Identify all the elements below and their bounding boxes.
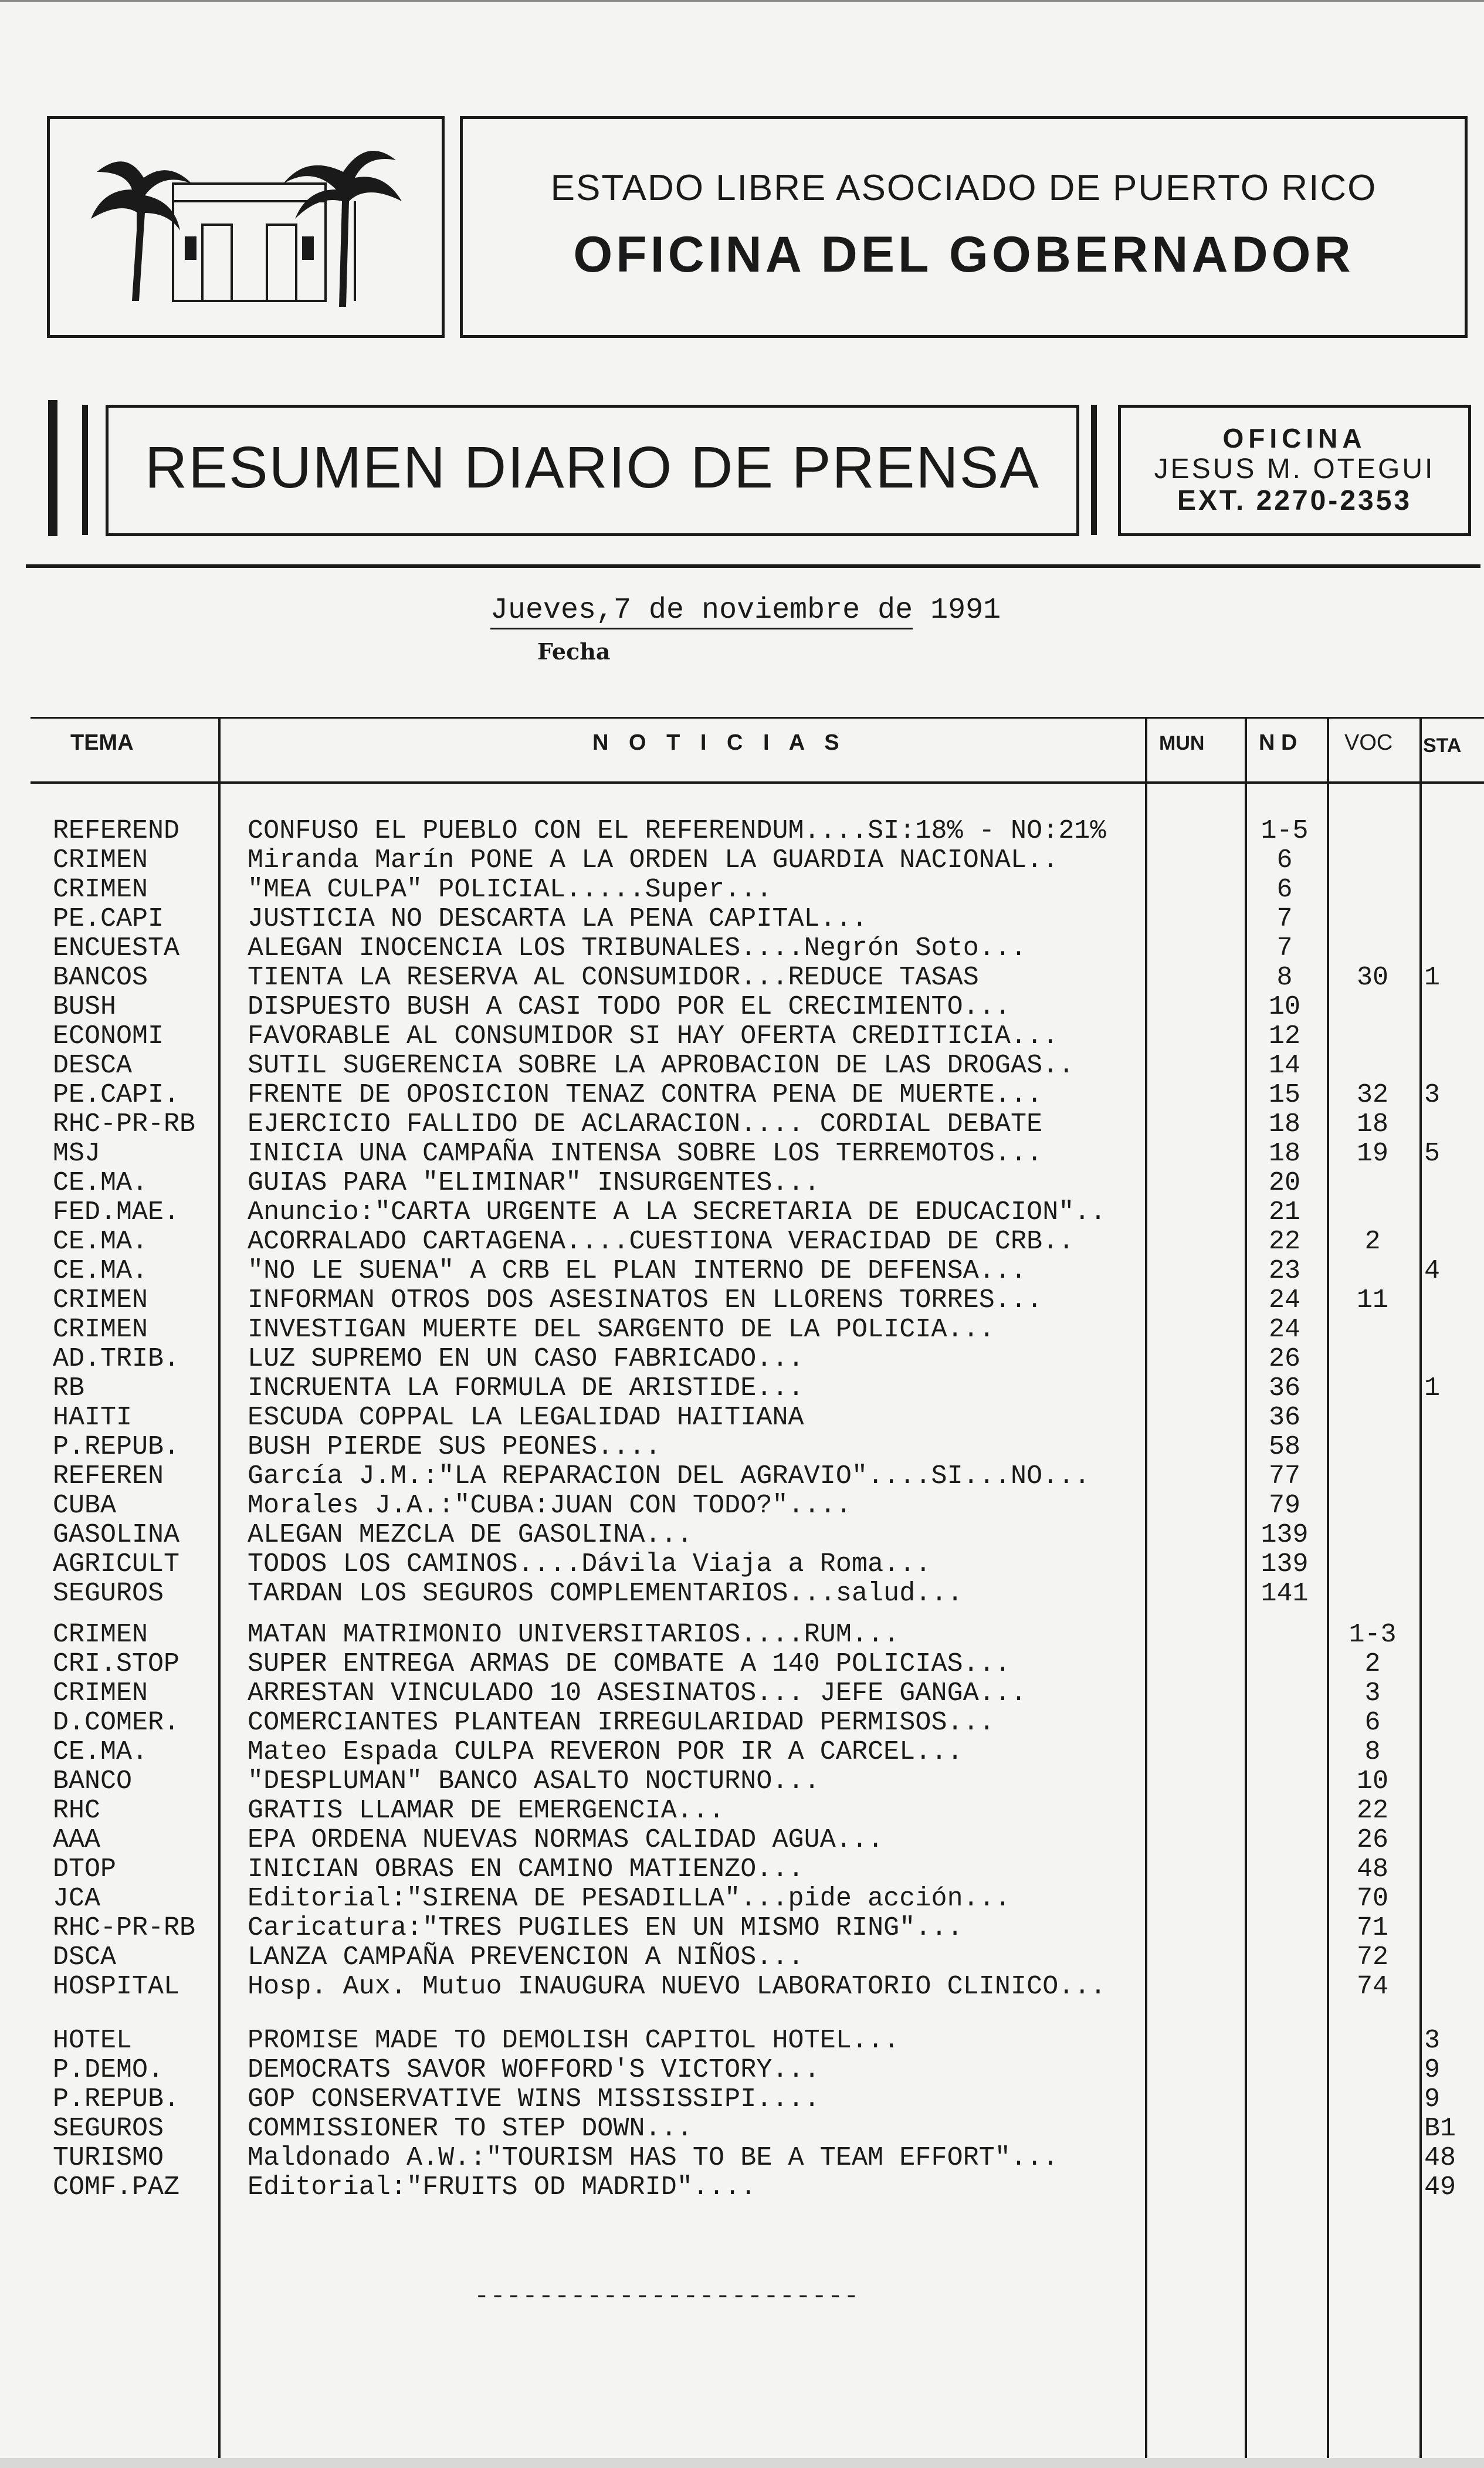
row-noticia: MATAN MATRIMONIO UNIVERSITARIOS....RUM... [248,1620,900,1650]
row-nd [1249,1679,1320,1708]
row-sta [1424,1345,1477,1374]
row-tema: P.REPUB. [53,1432,180,1462]
row-voc [1331,817,1414,846]
footer-rule: ------------------------ [474,2282,860,2311]
row-sta [1424,1550,1477,1579]
row-sta [1424,1579,1477,1609]
row-voc [1331,846,1414,875]
row-voc [1331,1521,1414,1550]
row-nd [1249,2144,1320,2173]
row-tema: AAA [53,1825,101,1855]
row-tema: CRIMEN [53,1620,148,1650]
row-tema: D.COMER. [53,1708,180,1738]
row-nd: 7 [1276,904,1293,934]
row-sta [1424,1198,1477,1227]
row-noticia: SUPER ENTREGA ARMAS DE COMBATE A 140 POLICIAS... [248,1649,1011,1679]
row-sta [1424,1403,1477,1433]
row-voc [1331,1579,1414,1609]
row-nd [1249,2114,1320,2144]
row-noticia: GUIAS PARA "ELIMINAR" INSURGENTES... [248,1168,820,1198]
row-voc: 18 [1356,1109,1388,1139]
row-sta [1424,1051,1477,1081]
row-noticia: Caricatura:"TRES PUGILES EN UN MISMO RING"... [248,1913,963,1943]
row-voc [1331,1198,1414,1227]
row-nd: 8 [1276,963,1293,993]
row-tema: FED.MAE. [53,1197,180,1227]
row-nd: 10 [1268,992,1300,1022]
row-noticia: Maldonado A.W.:"TOURISM HAS TO BE A TEAM EFFORT"... [248,2143,1059,2173]
row-sta [1424,1943,1477,1972]
row-noticia: COMMISSIONER TO STEP DOWN... [248,2114,693,2144]
banner-title: RESUMEN DIARIO DE PRENSA [144,435,1041,500]
row-noticia: DEMOCRATS SAVOR WOFFORD'S VICTORY... [248,2055,820,2085]
row-noticia: ARRESTAN VINCULADO 10 ASESINATOS... JEFE GANGA... [248,1678,1027,1708]
row-voc: 26 [1356,1825,1388,1855]
row-sta [1424,1315,1477,1345]
row-noticia: FRENTE DE OPOSICION TENAZ CONTRA PENA DE MUERTE... [248,1080,1043,1110]
row-nd [1249,1826,1320,1855]
row-voc: 11 [1356,1285,1388,1315]
row-noticia: Editorial:"FRUITS OD MADRID".... [248,2172,757,2202]
row-sta [1424,1169,1477,1198]
row-noticia: FAVORABLE AL CONSUMIDOR SI HAY OFERTA CREDITICIA... [248,1021,1059,1051]
row-sta [1424,993,1477,1022]
col-header-mun: MUN [1159,732,1205,754]
row-noticia: SUTIL SUGERENCIA SOBRE LA APROBACION DE LAS DROGAS.. [248,1051,1075,1081]
row-noticia: INCRUENTA LA FORMULA DE ARISTIDE... [248,1373,804,1403]
row-tema: RHC-PR-RB [53,1109,196,1139]
row-nd [1249,2026,1320,2056]
row-noticia: LANZA CAMPAÑA PREVENCION A NIÑOS... [248,1942,804,1972]
row-noticia: DISPUESTO BUSH A CASI TODO POR EL CRECIMIENTO... [248,992,1011,1022]
row-tema: ENCUESTA [53,933,180,963]
row-noticia: Editorial:"SIRENA DE PESADILLA"...pide acción... [248,1884,1011,1914]
row-nd: 36 [1268,1403,1300,1433]
row-tema: GASOLINA [53,1520,180,1550]
row-sta [1424,1620,1477,1650]
row-tema: CE.MA. [53,1737,148,1767]
row-tema: REFEREND [53,816,180,846]
row-nd [1249,1796,1320,1826]
row-voc [1331,1257,1414,1286]
row-voc [1331,875,1414,905]
row-tema: P.DEMO. [53,2055,164,2085]
palace-logo [50,119,442,335]
row-sta: 5 [1424,1139,1441,1169]
row-noticia: ACORRALADO CARTAGENA....CUESTIONA VERACIDAD DE CRB.. [248,1227,1075,1257]
row-noticia: BUSH PIERDE SUS PEONES.... [248,1432,661,1462]
row-tema: DSCA [53,1942,117,1972]
row-tema: JCA [53,1884,101,1914]
row-noticia: EPA ORDENA NUEVAS NORMAS CALIDAD AGUA... [248,1825,884,1855]
row-nd: 14 [1268,1051,1300,1081]
banner-rule [26,564,1480,568]
row-nd: 36 [1268,1373,1300,1403]
row-tema: HOTEL [53,2026,133,2056]
row-tema: CRIMEN [53,1285,148,1315]
row-voc [1331,1491,1414,1521]
row-sta [1424,1767,1477,1796]
row-nd: 18 [1268,1139,1300,1169]
row-nd [1249,2173,1320,2202]
row-sta [1424,1521,1477,1550]
row-noticia: INFORMAN OTROS DOS ASESINATOS EN LLORENS TORRES... [248,1285,1043,1315]
row-tema: CRIMEN [53,1315,148,1345]
row-sta: 4 [1424,1256,1441,1286]
row-voc [1331,2026,1414,2056]
row-voc [1331,2173,1414,2202]
row-nd: 23 [1268,1256,1300,1286]
row-voc [1331,2114,1414,2144]
header-line2: OFICINA DEL GOBERNADOR [573,226,1354,283]
row-sta [1424,1286,1477,1315]
row-voc: 70 [1356,1884,1388,1914]
row-nd [1249,1855,1320,1884]
row-nd: 6 [1276,875,1293,905]
row-noticia: TARDAN LOS SEGUROS COMPLEMENTARIOS...salud... [248,1579,963,1609]
row-tema: AD.TRIB. [53,1344,180,1374]
row-tema: CE.MA. [53,1256,148,1286]
row-noticia: COMERCIANTES PLANTEAN IRREGULARIDAD PERMISOS... [248,1708,995,1738]
row-sta [1424,934,1477,963]
row-nd [1249,1972,1320,2002]
row-tema: BUSH [53,992,117,1022]
row-tema: DESCA [53,1051,133,1081]
col-divider-tema [218,717,221,2468]
row-voc [1331,1022,1414,1051]
row-sta [1424,817,1477,846]
row-noticia: ALEGAN MEZCLA DE GASOLINA... [248,1520,693,1550]
row-noticia: CONFUSO EL PUEBLO CON EL REFERENDUM....SI:18% - NO:21% [248,816,1106,846]
row-voc [1331,1169,1414,1198]
row-voc [1331,1374,1414,1403]
col-header-voc: VOC [1344,730,1393,755]
row-nd: 139 [1261,1520,1309,1550]
row-sta: 3 [1424,2026,1441,2056]
row-voc: 71 [1356,1913,1388,1943]
row-nd: 77 [1268,1461,1300,1491]
row-noticia: TODOS LOS CAMINOS....Dávila Viaja a Roma... [248,1549,931,1579]
date-value: Jueves,7 de noviembre de 1991 [490,594,1001,627]
row-nd [1249,2056,1320,2085]
row-nd: 141 [1261,1579,1309,1609]
row-noticia: INVESTIGAN MUERTE DEL SARGENTO DE LA POLICIA... [248,1315,995,1345]
row-tema: CUBA [53,1491,117,1521]
row-noticia: ALEGAN INOCENCIA LOS TRIBUNALES....Negrón Soto... [248,933,1027,963]
row-nd: 24 [1268,1315,1300,1345]
row-sta [1424,1679,1477,1708]
row-sta: 49 [1424,2172,1456,2202]
row-nd: 139 [1261,1549,1309,1579]
row-nd: 21 [1268,1197,1300,1227]
row-nd [1249,1650,1320,1679]
row-noticia: JUSTICIA NO DESCARTA LA PENA CAPITAL... [248,904,868,934]
top-rule [0,0,1484,2]
row-tema: DTOP [53,1854,117,1884]
row-nd: 6 [1276,845,1293,875]
office-name: JESUS M. OTEGUI [1154,453,1435,485]
palm-tree-icon [283,151,402,307]
row-tema: P.REPUB. [53,2084,180,2114]
row-sta: 9 [1424,2084,1441,2114]
row-sta [1424,1914,1477,1943]
banner-left-bars [48,400,57,536]
row-sta: 1 [1424,963,1441,993]
row-voc: 2 [1364,1649,1381,1679]
row-tema: CRIMEN [53,875,148,905]
row-sta [1424,1738,1477,1767]
col-divider-voc [1419,717,1422,2468]
col-header-nd: N D [1259,730,1297,755]
header-line1: ESTADO LIBRE ASOCIADO DE PUERTO RICO [550,168,1377,208]
row-nd [1249,1884,1320,1914]
row-voc [1331,1403,1414,1433]
row-sta: 9 [1424,2055,1441,2085]
row-voc [1331,2144,1414,2173]
row-voc: 6 [1364,1708,1381,1738]
row-voc: 32 [1356,1080,1388,1110]
row-voc [1331,1550,1414,1579]
row-nd: 15 [1268,1080,1300,1110]
row-noticia: Anuncio:"CARTA URGENTE A LA SECRETARIA DE EDUCACION".. [248,1197,1106,1227]
office-ext: EXT. 2270-2353 [1177,485,1412,516]
logo-box [47,116,445,338]
palm-tree-icon [91,161,192,301]
row-nd: 18 [1268,1109,1300,1139]
row-nd: 24 [1268,1285,1300,1315]
row-tema: BANCO [53,1766,133,1796]
row-nd [1249,2085,1320,2114]
row-noticia: PROMISE MADE TO DEMOLISH CAPITOL HOTEL... [248,2026,900,2056]
row-noticia: ESCUDA COPPAL LA LEGALIDAD HAITIANA [248,1403,804,1433]
row-voc [1331,1315,1414,1345]
row-noticia: Mateo Espada CULPA REVERON POR IR A CARCEL... [248,1737,963,1767]
row-nd: 7 [1276,933,1293,963]
row-voc [1331,1462,1414,1491]
row-sta [1424,1855,1477,1884]
bottom-edge [0,2458,1484,2468]
row-voc [1331,2085,1414,2114]
row-tema: SEGUROS [53,2114,164,2144]
row-tema: BANCOS [53,963,148,993]
row-tema: SEGUROS [53,1579,164,1609]
row-tema: CE.MA. [53,1168,148,1198]
row-sta: B1 [1424,2114,1456,2144]
office-label: OFICINA [1222,423,1367,453]
row-sta [1424,846,1477,875]
row-nd: 58 [1268,1432,1300,1462]
row-nd: 26 [1268,1344,1300,1374]
row-tema: PE.CAPI. [53,1080,180,1110]
row-tema: AGRICULT [53,1549,180,1579]
row-sta [1424,1884,1477,1914]
col-divider-mun [1245,717,1247,2468]
row-voc: 74 [1356,1972,1388,2002]
row-sta [1424,1796,1477,1826]
row-sta [1424,1826,1477,1855]
row-tema: CE.MA. [53,1227,148,1257]
row-noticia: "MEA CULPA" POLICIAL.....Super... [248,875,773,905]
row-sta: 48 [1424,2143,1456,2173]
col-divider-noticias [1145,717,1147,2468]
row-voc: 72 [1356,1942,1388,1972]
row-noticia: EJERCICIO FALLIDO DE ACLARACION.... CORDIAL DEBATE [248,1109,1043,1139]
row-voc: 1-3 [1349,1620,1397,1650]
date-label: Fecha [537,638,611,665]
row-noticia: Morales J.A.:"CUBA:JUAN CON TODO?".... [248,1491,852,1521]
row-sta [1424,1708,1477,1738]
row-voc: 19 [1356,1139,1388,1169]
col-header-sta: STA [1423,734,1462,757]
row-tema: CRIMEN [53,845,148,875]
row-voc [1331,1051,1414,1081]
row-nd: 22 [1268,1227,1300,1257]
row-sta [1424,1227,1477,1257]
row-tema: PE.CAPI [53,904,164,934]
row-voc: 2 [1364,1227,1381,1257]
row-sta [1424,875,1477,905]
row-voc [1331,934,1414,963]
row-tema: CRI.STOP [53,1649,180,1679]
row-sta: 3 [1424,1080,1441,1110]
col-header-noticias: N O T I C I A S [592,730,846,755]
row-tema: RHC [53,1796,101,1826]
row-noticia: "DESPLUMAN" BANCO ASALTO NOCTURNO... [248,1766,820,1796]
row-tema: ECONOMI [53,1021,164,1051]
row-noticia: García J.M.:"LA REPARACION DEL AGRAVIO"....SI...NO... [248,1461,1090,1491]
row-voc: 30 [1356,963,1388,993]
row-tema: HOSPITAL [53,1972,180,2002]
row-voc [1331,993,1414,1022]
row-sta: 1 [1424,1373,1441,1403]
row-voc [1331,2056,1414,2085]
row-noticia: Hosp. Aux. Mutuo INAUGURA NUEVO LABORATORIO CLINICO... [248,1972,1106,2002]
row-nd: 79 [1268,1491,1300,1521]
date-underline [490,628,913,629]
row-nd [1249,1738,1320,1767]
row-sta [1424,1972,1477,2002]
row-nd: 20 [1268,1168,1300,1198]
banner-left-bar-thin [82,405,88,535]
row-nd: 12 [1268,1021,1300,1051]
row-nd [1249,1767,1320,1796]
row-voc: 22 [1356,1796,1388,1826]
row-nd [1249,1708,1320,1738]
row-nd: 1-5 [1261,816,1309,846]
row-tema: REFEREN [53,1461,164,1491]
row-sta [1424,1491,1477,1521]
row-tema: HAITI [53,1403,133,1433]
row-voc: 10 [1356,1766,1388,1796]
table-top-rule [31,717,1484,719]
row-voc [1331,1433,1414,1462]
row-tema: RB [53,1373,85,1403]
row-noticia: TIENTA LA RESERVA AL CONSUMIDOR...REDUCE TASAS [248,963,979,993]
row-noticia: "NO LE SUENA" A CRB EL PLAN INTERNO DE DEFENSA... [248,1256,1027,1286]
row-voc: 48 [1356,1854,1388,1884]
row-sta [1424,1022,1477,1051]
row-tema: COMF.PAZ [53,2172,180,2202]
row-noticia: GRATIS LLAMAR DE EMERGENCIA... [248,1796,725,1826]
row-sta [1424,1650,1477,1679]
row-noticia: GOP CONSERVATIVE WINS MISSISSIPI.... [248,2084,820,2114]
row-voc [1331,1345,1414,1374]
row-voc: 3 [1364,1678,1381,1708]
row-noticia: LUZ SUPREMO EN UN CASO FABRICADO... [248,1344,804,1374]
table-header-rule [31,781,1484,784]
row-nd [1249,1943,1320,1972]
col-header-tema: TEMA [70,730,134,755]
row-nd [1249,1620,1320,1650]
row-tema: CRIMEN [53,1678,148,1708]
row-tema: MSJ [53,1139,101,1169]
col-divider-nd [1327,717,1329,2468]
row-sta [1424,1110,1477,1139]
row-noticia: Miranda Marín PONE A LA ORDEN LA GUARDIA NACIONAL.. [248,845,1059,875]
row-nd [1249,1914,1320,1943]
row-sta [1424,1462,1477,1491]
row-noticia: INICIA UNA CAMPAÑA INTENSA SOBRE LOS TERREMOTOS... [248,1139,1043,1169]
row-voc: 8 [1364,1737,1381,1767]
row-sta [1424,905,1477,934]
row-tema: RHC-PR-RB [53,1913,196,1943]
row-noticia: INICIAN OBRAS EN CAMINO MATIENZO... [248,1854,804,1884]
row-voc [1331,905,1414,934]
row-tema: TURISMO [53,2143,164,2173]
banner-right-bar [1091,405,1097,535]
row-sta [1424,1433,1477,1462]
